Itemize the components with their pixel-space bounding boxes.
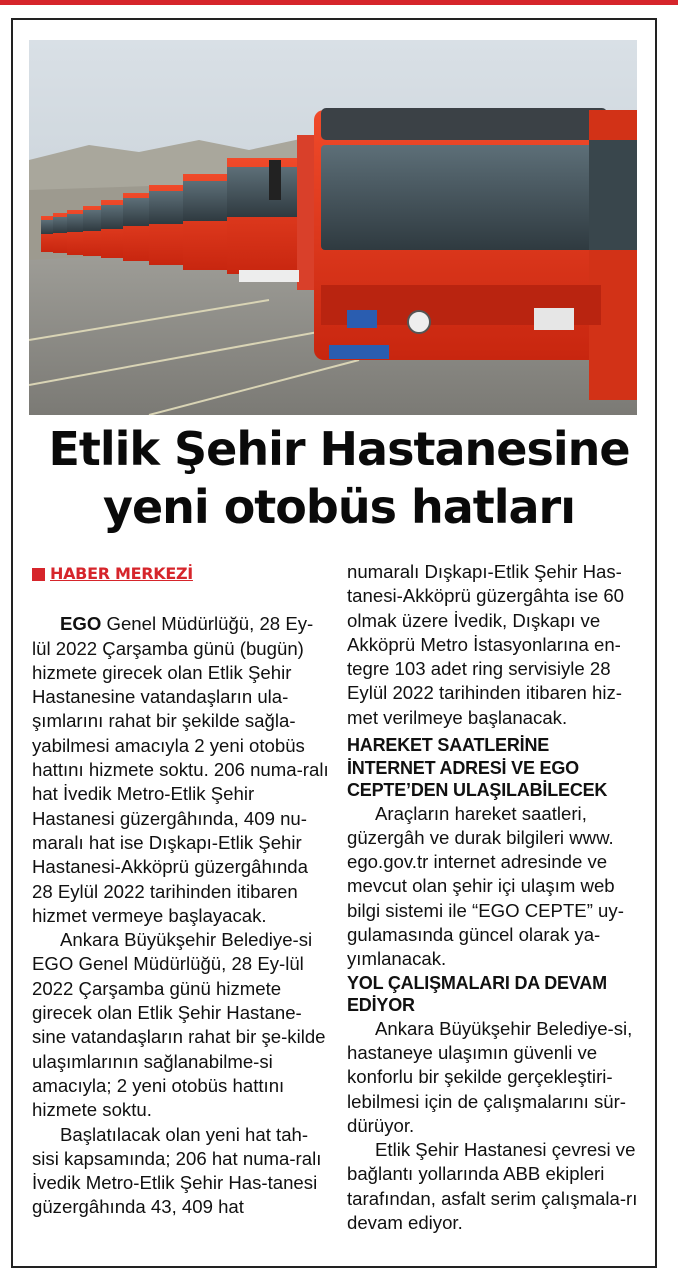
article-column-left: [32, 562, 329, 1220]
paragraph-7: Etlik Şehir Hastanesi çevresi ve bağlantı yollarında ABB ekipleri tarafından, asfalt serim çalışmala-rı devam ediyor.: [347, 1139, 638, 1234]
paragraph-6: Ankara Büyükşehir Belediye-si, hastaneye ulaşımın güvenli ve konforlu bir şekilde gerçekleştiri-lebilmesi için de çalışmalarını sür-dürüyor.: [347, 1017, 633, 1136]
subheading-2: YOL ÇALIŞMALARI DA DEVAM EDİYOR: [347, 972, 607, 1016]
paragraph-1: [32, 612, 329, 928]
headline-line-1: Etlik Şehir Hastanesine: [48, 422, 630, 476]
paragraph-3: Başlatılacak olan yeni hat tah-sisi kapsamında; 206 hat numa-ralı İvedik Metro-Etlik Şehir Has-tanesi güzergâhında 43, 409 hat: [32, 1123, 322, 1218]
bus-fleet-illustration: [29, 40, 637, 415]
paragraph-1-body: Genel Müdürlüğü, 28 Ey-lül 2022 Çarşamba günü (bugün) hizmete girecek olan Etlik Şehir Hastanesine vatandaşların ula-şımlarını rahat bir şekilde sağla-yabilmesi amacıyla 2 yeni otobüs hattını hizmete soktu. 206 numa-ralı hat İvedik Metro-Etlik Şehir Hastanesi güzergâhında, 409 nu-maralı hat ise Dışkapı-Etlik Şehir Hastanesi-Akköprü güzergâhında 28 Eylül 2022 tarihinden itibaren hizmet vermeye başlayacak.: [32, 613, 329, 926]
top-red-rule: [0, 0, 678, 5]
article-column-right: [347, 560, 642, 1235]
byline-text[interactable]: HABER MERKEZİ: [50, 564, 193, 583]
paragraph-5: Araçların hareket saatleri, güzergâh ve durak bilgileri www. ego.gov.tr internet adresinde ve mevcut olan şehir içi ulaşım web bilgi sistemi ile “EGO CEPTE” uy-gulamasında güncel olarak ya-yımlanacak.: [347, 802, 624, 970]
subheading-1: HAREKET SAATLERİNE İNTERNET ADRESİ VE EGO CEPTE’DEN ULAŞILABİLECEK: [347, 735, 608, 801]
paragraph-1-lead: EGO: [60, 613, 102, 635]
paragraph-2: Ankara Büyükşehir Belediye-si EGO Genel Müdürlüğü, 28 Ey-lül 2022 Çarşamba günü hizmete girecek olan Etlik Şehir Hastane-sine vatandaşların rahat bir şe-kilde ulaşımlarının sağlanabilme-si amacıyla; 2 yeni otobüs hattını hizmete soktu.: [32, 929, 326, 1121]
bus-fleet-photo: [29, 40, 637, 415]
paragraph-4: numaralı Dışkapı-Etlik Şehir Has-tanesi-Akköprü güzergâhta ise 60 olmak üzere İvedik, Dışkapı ve Akköprü Metro İstasyonlarına en-tegre 103 adet ring servisiyle 28 Eylül 2022 tarihinden itibaren hiz-met verilmeye başlanacak.: [347, 561, 625, 728]
byline-square-icon: [32, 568, 45, 581]
byline: [32, 562, 329, 586]
headline-line-2: yeni otobüs hatları: [102, 480, 576, 534]
